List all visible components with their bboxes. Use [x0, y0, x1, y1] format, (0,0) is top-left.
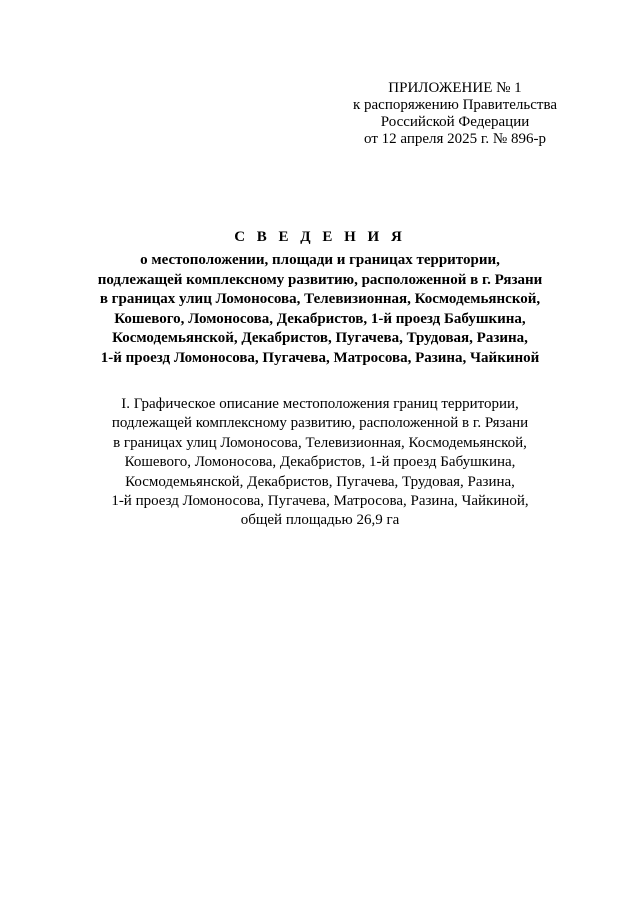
section-line: Кошевого, Ломоносова, Декабристов, 1-й проезд Бабушкина,: [124, 454, 516, 471]
subject-line: подлежащей комплексному развитию, расположенной в г. Рязани: [97, 271, 543, 288]
appendix-number: ПРИЛОЖЕНИЕ № 1: [388, 80, 522, 96]
section-area: общей площадью 26,9 га: [240, 512, 400, 529]
subject-line: Космодемьянской, Декабристов, Пугачева, Трудовая, Разина,: [112, 330, 528, 347]
appendix-date: от 12 апреля 2025 г. № 896-р: [364, 131, 546, 147]
section-line: 1-й проезд Ломоносова, Пугачева, Матросова, Разина, Чайкиной,: [111, 493, 529, 510]
appendix-block: [330, 80, 580, 148]
subject-line: в границах улиц Ломоносова, Телевизионная, Космодемьянской,: [99, 291, 541, 308]
subject-line: Кошевого, Ломоносова, Декабристов, 1-й проезд Бабушкина,: [114, 310, 526, 327]
subject-line: 1-й проезд Ломоносова, Пугачева, Матросова, Разина, Чайкиной: [100, 349, 540, 366]
section-line: I. Графическое описание местоположения границ территории,: [121, 396, 519, 412]
subject-line: о местоположении, площади и границах территории,: [140, 252, 500, 268]
document-title: С В Е Д Е Н И Я: [234, 229, 406, 245]
section-line: в границах улиц Ломоносова, Телевизионная, Космодемьянской,: [113, 434, 527, 451]
appendix-reference: к распоряжению Правительства: [352, 97, 557, 113]
appendix-authority: Российской Федерации: [380, 114, 530, 130]
section-line: Космодемьянской, Декабристов, Пугачева, Трудовая, Разина,: [125, 473, 515, 490]
section-heading: [40, 395, 600, 531]
section-line: подлежащей комплексному развитию, расположенной в г. Рязани: [111, 415, 529, 432]
document-subject: [40, 251, 600, 369]
